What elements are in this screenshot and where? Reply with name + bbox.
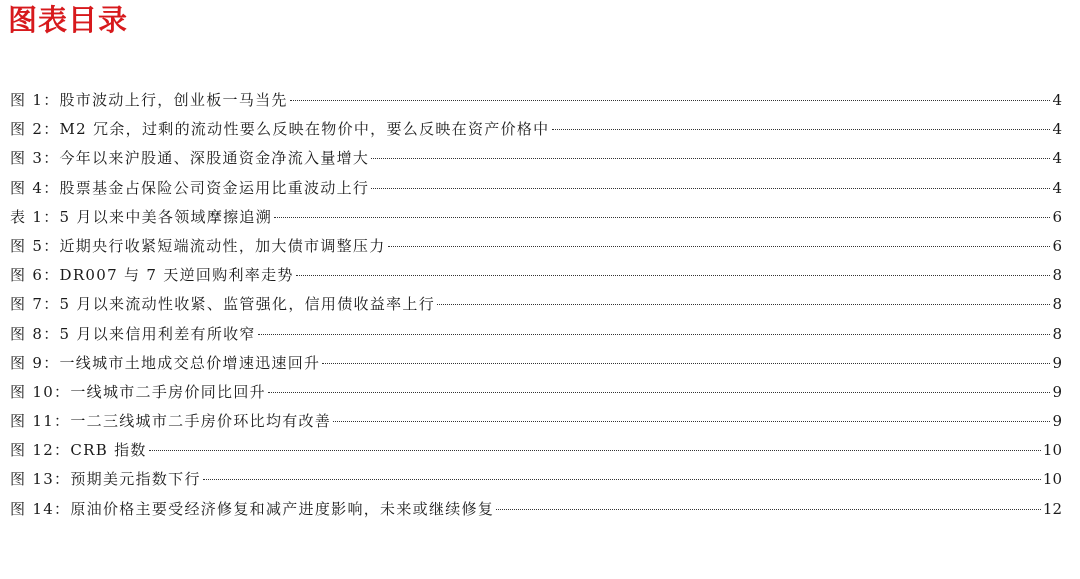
dotted-leader <box>496 508 1041 510</box>
toc-entry-page-number: 10 <box>1042 441 1062 460</box>
toc-entry-label: 图 9：一线城市土地成交总价增速迅速回升 <box>10 353 321 372</box>
toc-entry-label: 图 13：预期美元指数下行 <box>10 470 201 489</box>
toc-entry[interactable] <box>10 261 1062 290</box>
toc-heading: 图表目录 <box>8 3 129 37</box>
dotted-leader <box>203 478 1041 480</box>
toc-entry-page-number: 6 <box>1052 207 1062 226</box>
dotted-leader <box>290 99 1051 101</box>
toc-entry-page-number: 9 <box>1052 412 1062 431</box>
toc-entry[interactable] <box>10 232 1062 261</box>
toc-entry-label: 图 1：股市波动上行，创业板一马当先 <box>10 91 288 109</box>
toc-entry[interactable] <box>10 86 1062 115</box>
toc-entry[interactable] <box>10 495 1062 524</box>
toc-entry-page-number: 8 <box>1052 295 1062 314</box>
toc-entry-label: 图 2：M2 冗余，过剩的流动性要么反映在物价中，要么反映在资产价格中 <box>10 120 550 139</box>
toc-entry-label: 图 10：一线城市二手房价同比回升 <box>10 382 266 401</box>
dotted-leader <box>149 449 1041 451</box>
dotted-leader <box>258 333 1051 335</box>
dotted-leader <box>333 420 1050 422</box>
toc-entry[interactable] <box>10 320 1062 349</box>
toc-entry-page-number: 4 <box>1052 149 1062 168</box>
toc-entry[interactable] <box>10 115 1062 144</box>
toc-entry[interactable] <box>10 290 1062 319</box>
dotted-leader <box>268 391 1050 393</box>
toc-entry-label: 图 11：一二三线城市二手房价环比均有改善 <box>10 412 332 431</box>
toc-entry[interactable] <box>10 436 1062 465</box>
dotted-leader <box>371 157 1050 159</box>
toc-entry-page-number: 6 <box>1052 236 1062 255</box>
toc-entry-label: 图 3：今年以来沪股通、深股通资金净流入量增大 <box>10 149 370 168</box>
dotted-leader <box>296 274 1051 276</box>
toc-entry-page-number: 4 <box>1052 120 1062 139</box>
toc-entry-page-number: 8 <box>1052 324 1062 343</box>
toc-entry-page-number: 10 <box>1042 470 1062 489</box>
toc-entry-label: 表 1：5 月以来中美各领域摩擦追溯 <box>10 207 273 226</box>
toc-entry-page-number: 4 <box>1052 178 1062 197</box>
toc-entry-page-number: 4 <box>1052 91 1062 109</box>
toc-entry-label: 图 12：CRB 指数 <box>10 441 147 460</box>
toc-entry[interactable] <box>10 174 1062 203</box>
toc-entry[interactable] <box>10 465 1062 494</box>
toc-entry-label: 图 4：股票基金占保险公司资金运用比重波动上行 <box>10 178 370 197</box>
dotted-leader <box>371 187 1050 189</box>
dotted-leader <box>388 245 1051 247</box>
toc-entry[interactable] <box>10 378 1062 407</box>
toc-entry-page-number: 12 <box>1042 499 1062 518</box>
table-of-figures <box>10 86 1062 524</box>
toc-entry-page-number: 9 <box>1052 353 1062 372</box>
toc-entry[interactable] <box>10 407 1062 436</box>
dotted-leader <box>552 128 1051 130</box>
dotted-leader <box>274 216 1050 218</box>
toc-entry[interactable] <box>10 203 1062 232</box>
toc-entry[interactable] <box>10 349 1062 378</box>
dotted-leader <box>437 303 1050 305</box>
toc-entry-label: 图 7：5 月以来流动性收紧、监管强化，信用债收益率上行 <box>10 295 436 314</box>
toc-entry-page-number: 9 <box>1052 382 1062 401</box>
toc-entry-label: 图 8：5 月以来信用利差有所收窄 <box>10 324 256 343</box>
toc-entry-label: 图 6：DR007 与 7 天逆回购利率走势 <box>10 266 294 285</box>
dotted-leader <box>322 362 1050 364</box>
toc-entry-label: 图 14：原油价格主要受经济修复和减产进度影响，未来或继续修复 <box>10 499 495 518</box>
toc-entry-label: 图 5：近期央行收紧短端流动性，加大债市调整压力 <box>10 236 386 255</box>
toc-entry-page-number: 8 <box>1052 266 1062 285</box>
toc-entry[interactable] <box>10 144 1062 173</box>
